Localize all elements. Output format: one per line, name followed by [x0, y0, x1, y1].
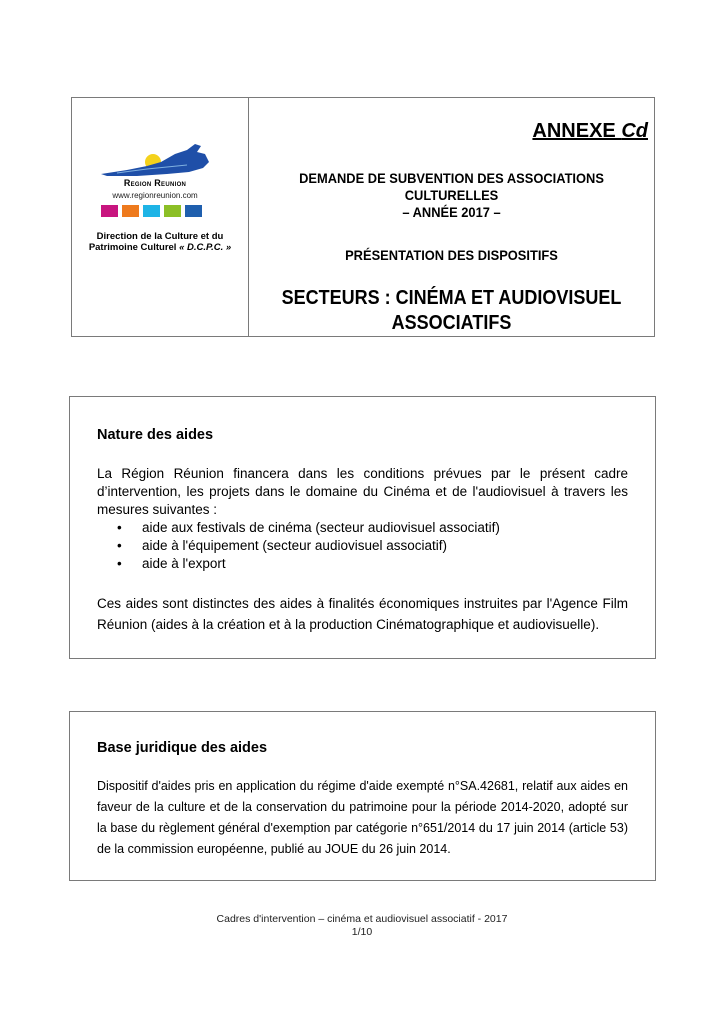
annexe-suffix: Cd — [621, 120, 648, 142]
annexe-prefix: ANNEXE — [532, 120, 622, 142]
demande-line-1: DEMANDE DE SUBVENTION DES ASSOCIATIONS — [299, 170, 604, 186]
list-item: • aide à l'équipement (secteur audiovisuel associatif) — [117, 537, 500, 555]
annexe-label — [532, 120, 648, 143]
nature-bullet-list — [117, 519, 500, 573]
demande-line-2: CULTURELLES — [404, 187, 499, 203]
logo-square-blue — [185, 205, 202, 217]
logo-square-cyan — [143, 205, 160, 217]
page-number: 1/10 — [351, 926, 373, 938]
logo-name: Region Reunion — [123, 178, 187, 188]
direction-prefix: Patrimoine Culturel — [88, 242, 180, 253]
list-item: • aide à l'export — [117, 555, 500, 573]
mountain-sun-icon — [97, 140, 213, 178]
nature-intro: La Région Réunion financera dans les conditions prévues par le présent cadre d’intervention, les projets dans le domaine du Cinéma et de l'audiovisuel à travers les mesures suivantes : — [97, 466, 628, 517]
direction-acronym: « D.C.P.C. » — [179, 242, 232, 253]
logo-square-orange — [122, 205, 139, 217]
header-box — [71, 97, 655, 337]
secteurs-line-2: ASSOCIATIFS — [391, 312, 512, 334]
header-logo-cell — [72, 98, 249, 336]
demande-line-3: – ANNÉE 2017 – — [402, 204, 501, 220]
base-juridique-box — [69, 711, 656, 881]
secteurs-line-1: SECTEURS : CINÉMA ET AUDIOVISUEL — [281, 287, 622, 309]
secteurs-title — [269, 286, 634, 336]
footer-caption: Cadres d'intervention – cinéma et audiovisuel associatif - 2017 — [216, 913, 508, 925]
logo-square-magenta — [101, 205, 118, 217]
logo-square-green — [164, 205, 181, 217]
nature-note: Ces aides sont distinctes des aides à finalités économiques instruites par l'Agence Film Réunion (aides à la création et à la production Cinématographique et audiovisuelle). — [97, 596, 628, 632]
direction-line-1: Direction de la Culture et du — [96, 231, 224, 242]
nature-des-aides-box — [69, 396, 656, 659]
header-title-cell — [249, 98, 654, 336]
base-text: Dispositif d'aides pris en application du régime d'aide exempté n°SA.42681, relatif aux aides en faveur de la culture et de la conservation du patrimoine pour la période 2014-2020, adopté sur la base du règlement général d'exemption par catégorie n°651/2014 du 17 juin 2014 (article 53) de la commission européenne, publié au JOUE du 26 juin 2014. — [97, 779, 628, 856]
list-item: • aide aux festivals de cinéma (secteur audiovisuel associatif) — [117, 519, 500, 537]
demande-title — [265, 170, 638, 221]
direction-label — [72, 231, 248, 253]
base-title: Base juridique des aides — [97, 740, 268, 756]
logo-url: www.regionreunion.com — [112, 191, 198, 200]
presentation-title: PRÉSENTATION DES DISPOSITIFS — [345, 247, 558, 263]
region-reunion-logo — [97, 140, 213, 228]
nature-title: Nature des aides — [97, 427, 214, 443]
logo-color-squares — [101, 205, 202, 217]
page-footer — [0, 913, 724, 939]
direction-line-2 — [72, 242, 248, 253]
